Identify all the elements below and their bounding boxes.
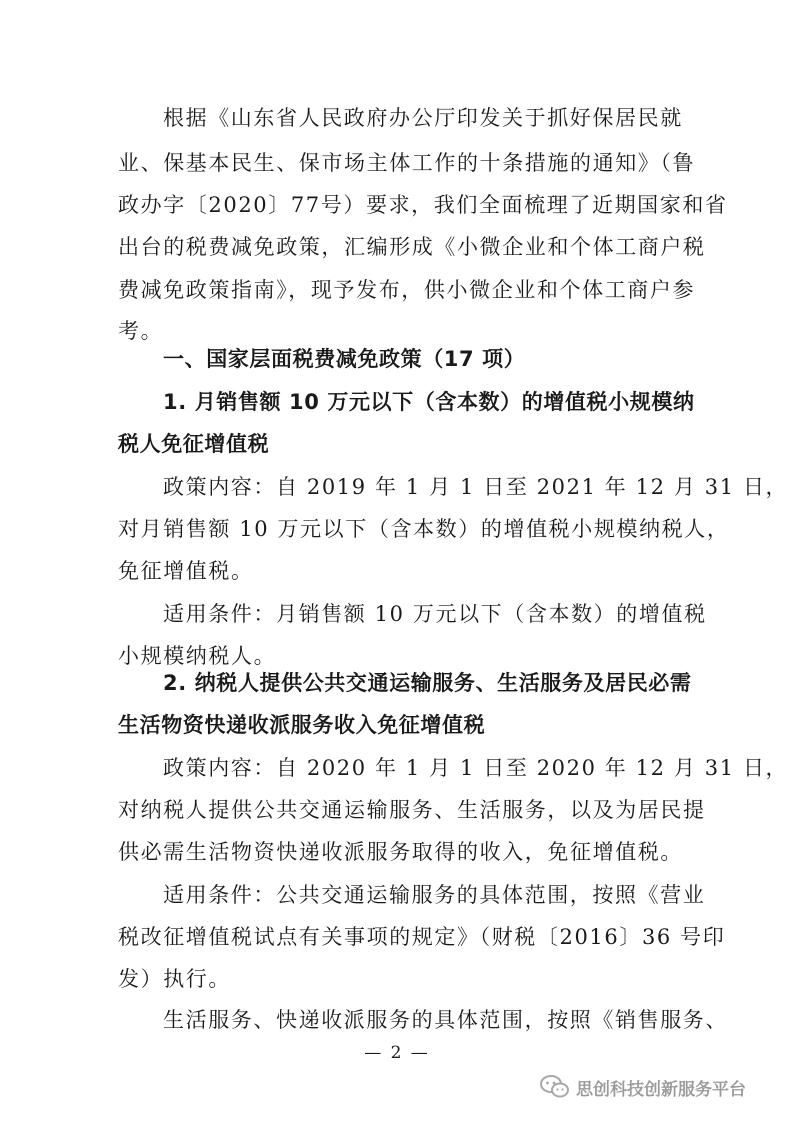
text-line: 根据《山东省人民政府办公厅印发关于抓好保居民就 bbox=[163, 106, 683, 130]
item-heading: 税人免征增值税 bbox=[118, 432, 270, 456]
text-line: 发）执行。 bbox=[118, 967, 231, 991]
page-number: — 2 — bbox=[364, 1043, 430, 1063]
text-line: 费减免政策指南》，现予发布，供小微企业和个体工商户参 bbox=[118, 278, 696, 302]
section-heading: 一、国家层面税费减免政策（17 项） bbox=[163, 347, 526, 371]
text-line: 政策内容：自 2019 年 1 月 1 日至 2021 年 12 月 31 日， bbox=[163, 475, 789, 499]
watermark bbox=[540, 1072, 746, 1102]
text-line: 供必需生活物资快递收派服务取得的收入，免征增值税。 bbox=[118, 840, 683, 864]
text-line: 考。 bbox=[118, 319, 164, 343]
text-line: 税改征增值税试点有关事项的规定》（财税〔2016〕36 号印 bbox=[118, 925, 726, 949]
text-line: 免征增值税。 bbox=[118, 559, 254, 583]
text-line: 对纳税人提供公共交通运输服务、生活服务，以及为居民提 bbox=[118, 798, 706, 822]
watermark-text: 思创科技创新服务平台 bbox=[576, 1079, 746, 1100]
item-heading: 生活物资快递收派服务收入免征增值税 bbox=[118, 713, 486, 737]
text-line: 适用条件：公共交通运输服务的具体范围，按照《营业 bbox=[163, 883, 706, 907]
text-line: 适用条件：月销售额 10 万元以下（含本数）的增值税 bbox=[163, 602, 707, 626]
text-line: 政策内容：自 2020 年 1 月 1 日至 2020 年 12 月 31 日， bbox=[163, 756, 789, 780]
text-line: 小规模纳税人。 bbox=[118, 644, 277, 668]
wechat-icon bbox=[540, 1074, 570, 1100]
text-line: 生活服务、快递收派服务的具体范围，按照《销售服务、 bbox=[163, 1008, 728, 1032]
text-line: 业、保基本民生、保市场主体工作的十条措施的通知》（鲁 bbox=[118, 151, 696, 175]
text-line: 政办字〔2020〕77号）要求，我们全面梳理了近期国家和省 bbox=[118, 193, 728, 217]
text-line: 出台的税费减免政策，汇编形成《小微企业和个体工商户税 bbox=[118, 235, 706, 259]
text-line: 对月销售额 10 万元以下（含本数）的增值税小规模纳税人， bbox=[118, 517, 730, 541]
item-heading: 2. 纳税人提供公共交通运输服务、生活服务及居民必需 bbox=[163, 671, 692, 695]
item-heading: 1. 月销售额 10 万元以下（含本数）的增值税小规模纳 bbox=[163, 390, 695, 414]
